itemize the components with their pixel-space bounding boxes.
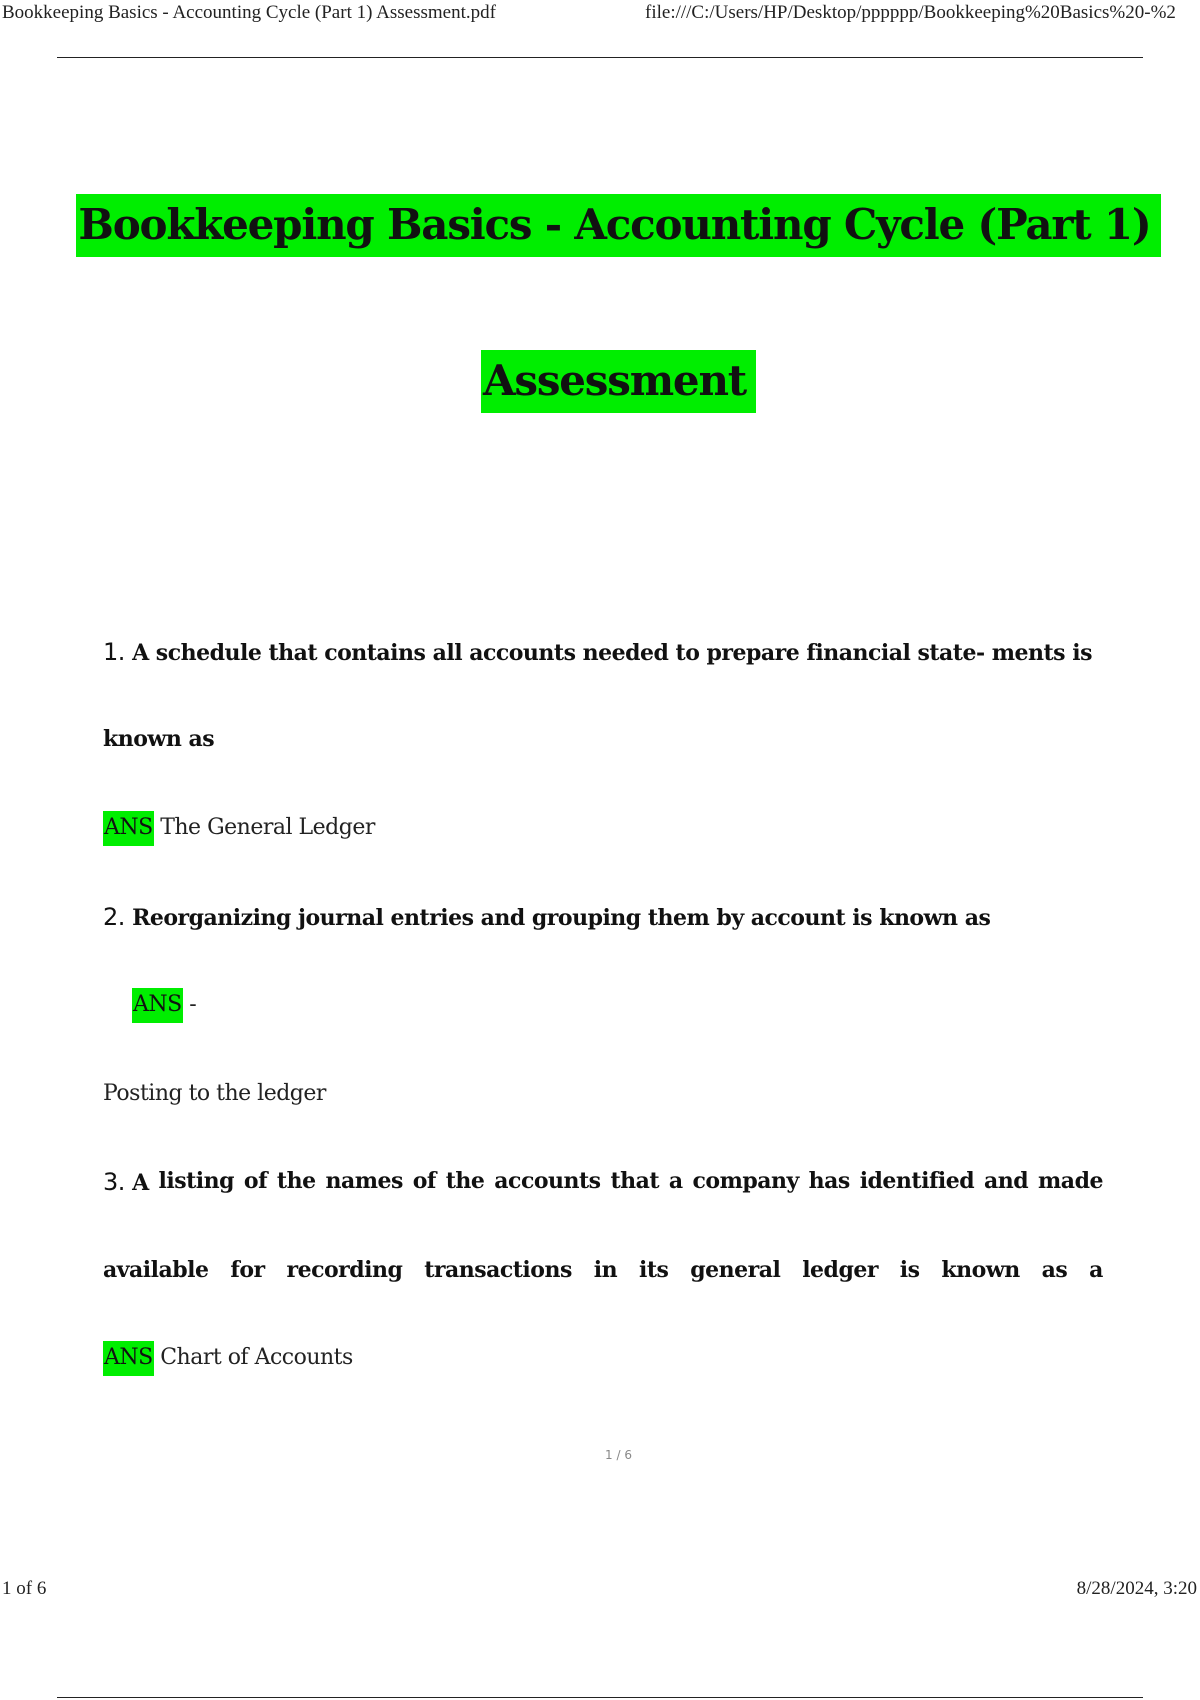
question-2-number: 2.	[103, 903, 125, 931]
question-1-number: 1.	[103, 638, 125, 666]
ans-highlight: ANS	[103, 811, 154, 846]
word: for	[230, 1257, 265, 1283]
word: general	[690, 1257, 781, 1283]
word: accounts	[494, 1168, 601, 1194]
word: of	[412, 1168, 436, 1194]
word: and	[984, 1168, 1029, 1194]
document-title-line1: Bookkeeping Basics - Accounting Cycle (Part 1)	[76, 194, 1160, 257]
question-2-text: Reorganizing journal entries and grouping them by account is known as	[132, 905, 991, 931]
document-subtitle	[0, 356, 1200, 405]
print-footer-datetime: 8/28/2024, 3:20	[1076, 1578, 1197, 1599]
word: names	[325, 1168, 403, 1194]
question-1-line-2	[103, 726, 1103, 752]
question-3-first	[103, 1168, 149, 1196]
answer-2-label	[132, 992, 196, 1017]
word: its	[638, 1257, 669, 1283]
word: a	[668, 1168, 683, 1194]
word: A	[132, 1170, 149, 1196]
print-footer-page: 1 of 6	[2, 1578, 47, 1599]
answer-3-text: Chart of Accounts	[160, 1345, 353, 1370]
question-1-line-1	[103, 638, 1103, 666]
document-title	[0, 200, 1200, 249]
header-rule	[57, 57, 1143, 58]
word: in	[593, 1257, 618, 1283]
document-title-line2: Assessment	[481, 350, 756, 413]
word: that	[610, 1168, 660, 1194]
answer-3	[103, 1345, 353, 1370]
answer-2-dash: -	[189, 992, 197, 1017]
question-1-text-cont: known as	[103, 726, 215, 752]
print-header-title: Bookkeeping Basics - Accounting Cycle (Part 1) Assessment.pdf	[2, 2, 496, 23]
word: of	[243, 1168, 268, 1194]
answer-2	[103, 1081, 326, 1106]
word: listing	[158, 1168, 235, 1194]
word: identified	[859, 1168, 975, 1194]
word: is	[899, 1257, 920, 1283]
page-indicator: 1 / 6	[605, 1448, 632, 1462]
question-3-line-2	[103, 1257, 1103, 1283]
word: the	[276, 1168, 316, 1194]
word: the	[445, 1168, 485, 1194]
word: transactions	[424, 1257, 572, 1283]
question-2-line-1	[103, 903, 1103, 931]
word: known	[941, 1257, 1020, 1283]
word: ledger	[802, 1257, 878, 1283]
ans-highlight: ANS	[132, 988, 183, 1023]
answer-1	[103, 815, 375, 840]
word: company	[692, 1168, 799, 1194]
word: made	[1038, 1168, 1103, 1194]
footer-rule	[57, 1697, 1143, 1698]
print-header-url: file:///C:/Users/HP/Desktop/pppppp/Bookkeeping%20Basics%20-%2	[645, 2, 1176, 23]
ans-highlight: ANS	[103, 1341, 154, 1376]
question-3-line-1	[103, 1168, 1103, 1196]
word: recording	[286, 1257, 403, 1283]
question-3-number: 3.	[103, 1168, 125, 1196]
answer-1-text: The General Ledger	[160, 815, 375, 840]
word: available	[103, 1257, 209, 1283]
question-1-text: A schedule that contains all accounts needed to prepare financial state- ments is	[132, 640, 1092, 666]
word: a	[1089, 1257, 1103, 1283]
answer-2-text: Posting to the ledger	[103, 1081, 326, 1106]
word: has	[808, 1168, 850, 1194]
word: as	[1041, 1257, 1068, 1283]
